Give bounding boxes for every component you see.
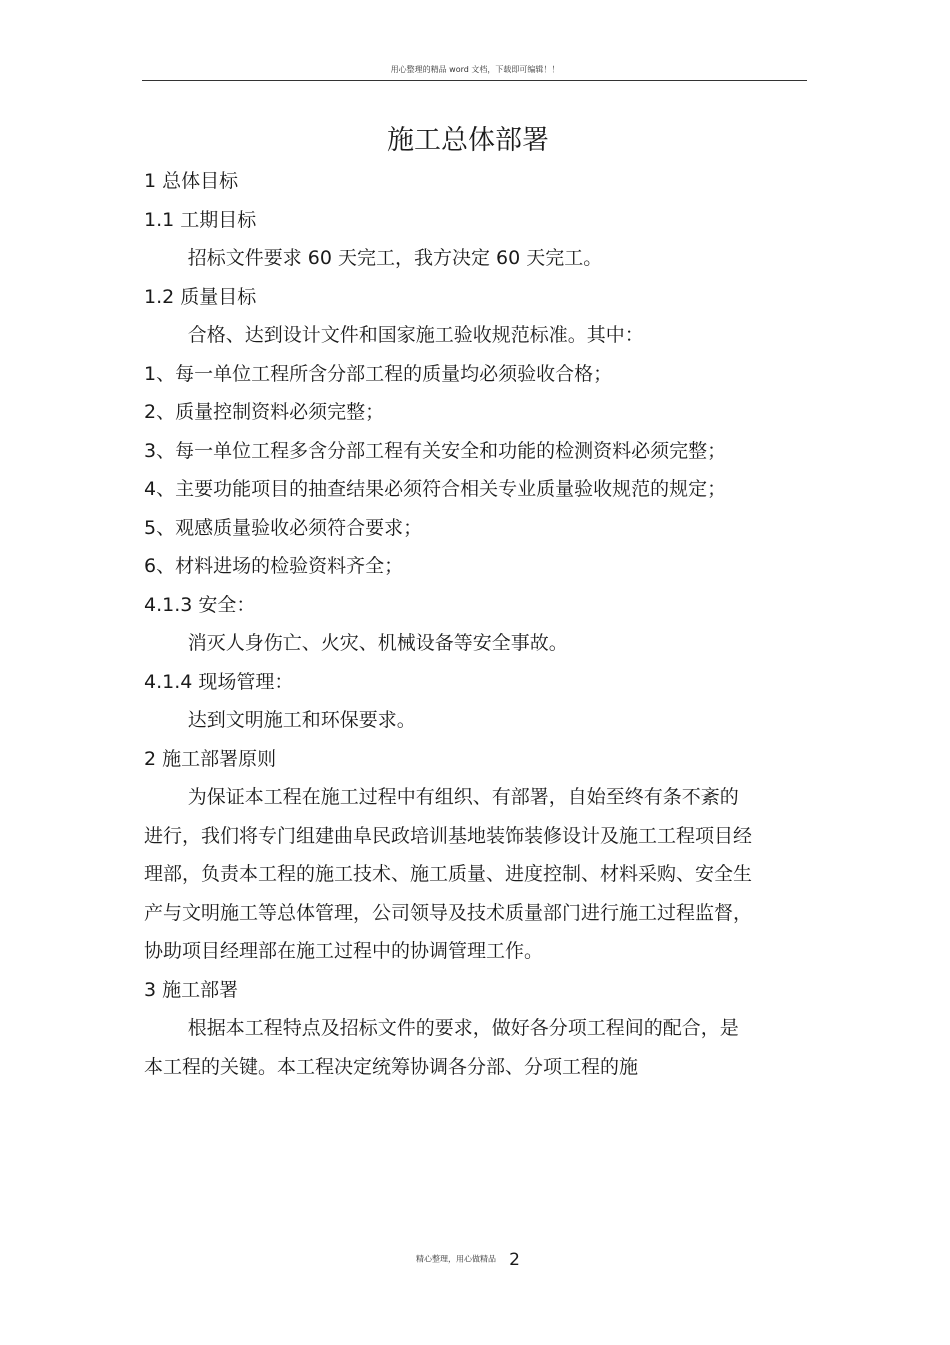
page-number: 2 (509, 1249, 520, 1270)
paragraph: 合格、达到设计文件和国家施工验收规范标准。其中： (187, 324, 644, 346)
paragraph: 5、观感质量验收必须符合要求； (144, 516, 423, 539)
page-header-text: 用心整理的精品 word 文档，下载即可编辑！！ (390, 65, 560, 74)
header-rule (142, 80, 807, 81)
page-footer (0, 1244, 936, 1274)
paragraph: 1.2 质量目标 (144, 285, 257, 308)
paragraph: 4.1.4 现场管理： (144, 670, 294, 693)
paragraph: 3、每一单位工程多含分部工程有关安全和功能的检测资料必须完整； (144, 439, 727, 462)
paragraph: 消灭人身伤亡、火灾、机械设备等安全事故。 (187, 632, 568, 654)
paragraph: 1、每一单位工程所含分部工程的质量均必须验收合格； (144, 362, 613, 385)
paragraph: 1 总体目标 (144, 170, 239, 192)
document-body (144, 162, 756, 1086)
paragraph: 2、质量控制资料必须完整； (144, 401, 385, 423)
paragraph: 1.1 工期目标 (144, 208, 257, 231)
paragraph: 为保证本工程在施工过程中有组织、有部署，自始至终有条不紊的进行，我们将专门组建曲阜民政培训基地装饰装修设计及施工工程项目经理部，负责本工程的施工技术、施工质量、进度控制、材料采购、安全生产与文明施工等总体管理，公司领导及技术质量部门进行施工过程监督，协助项目经理部在施工过程中的协调管理工作。 (144, 786, 753, 962)
paragraph: 4、主要功能项目的抽查结果必须符合相关专业质量验收规范的规定； (144, 478, 727, 500)
footer-text: 精心整理，用心做精品 (416, 1254, 497, 1264)
paragraph: 6、材料进场的检验资料齐全； (144, 555, 404, 577)
paragraph: 根据本工程特点及招标文件的要求，做好各分项工程间的配合，是本工程的关键。本工程决定统筹协调各分部、分项工程的施 (144, 1017, 739, 1078)
document-title: 施工总体部署 (387, 125, 549, 156)
paragraph: 4.1.3 安全： (144, 593, 256, 616)
paragraph: 招标文件要求 60 天完工，我方决定 60 天完工。 (187, 247, 603, 269)
paragraph: 达到文明施工和环保要求。 (187, 709, 416, 731)
paragraph: 3 施工部署 (144, 978, 239, 1001)
paragraph: 2 施工部署原则 (144, 747, 277, 770)
